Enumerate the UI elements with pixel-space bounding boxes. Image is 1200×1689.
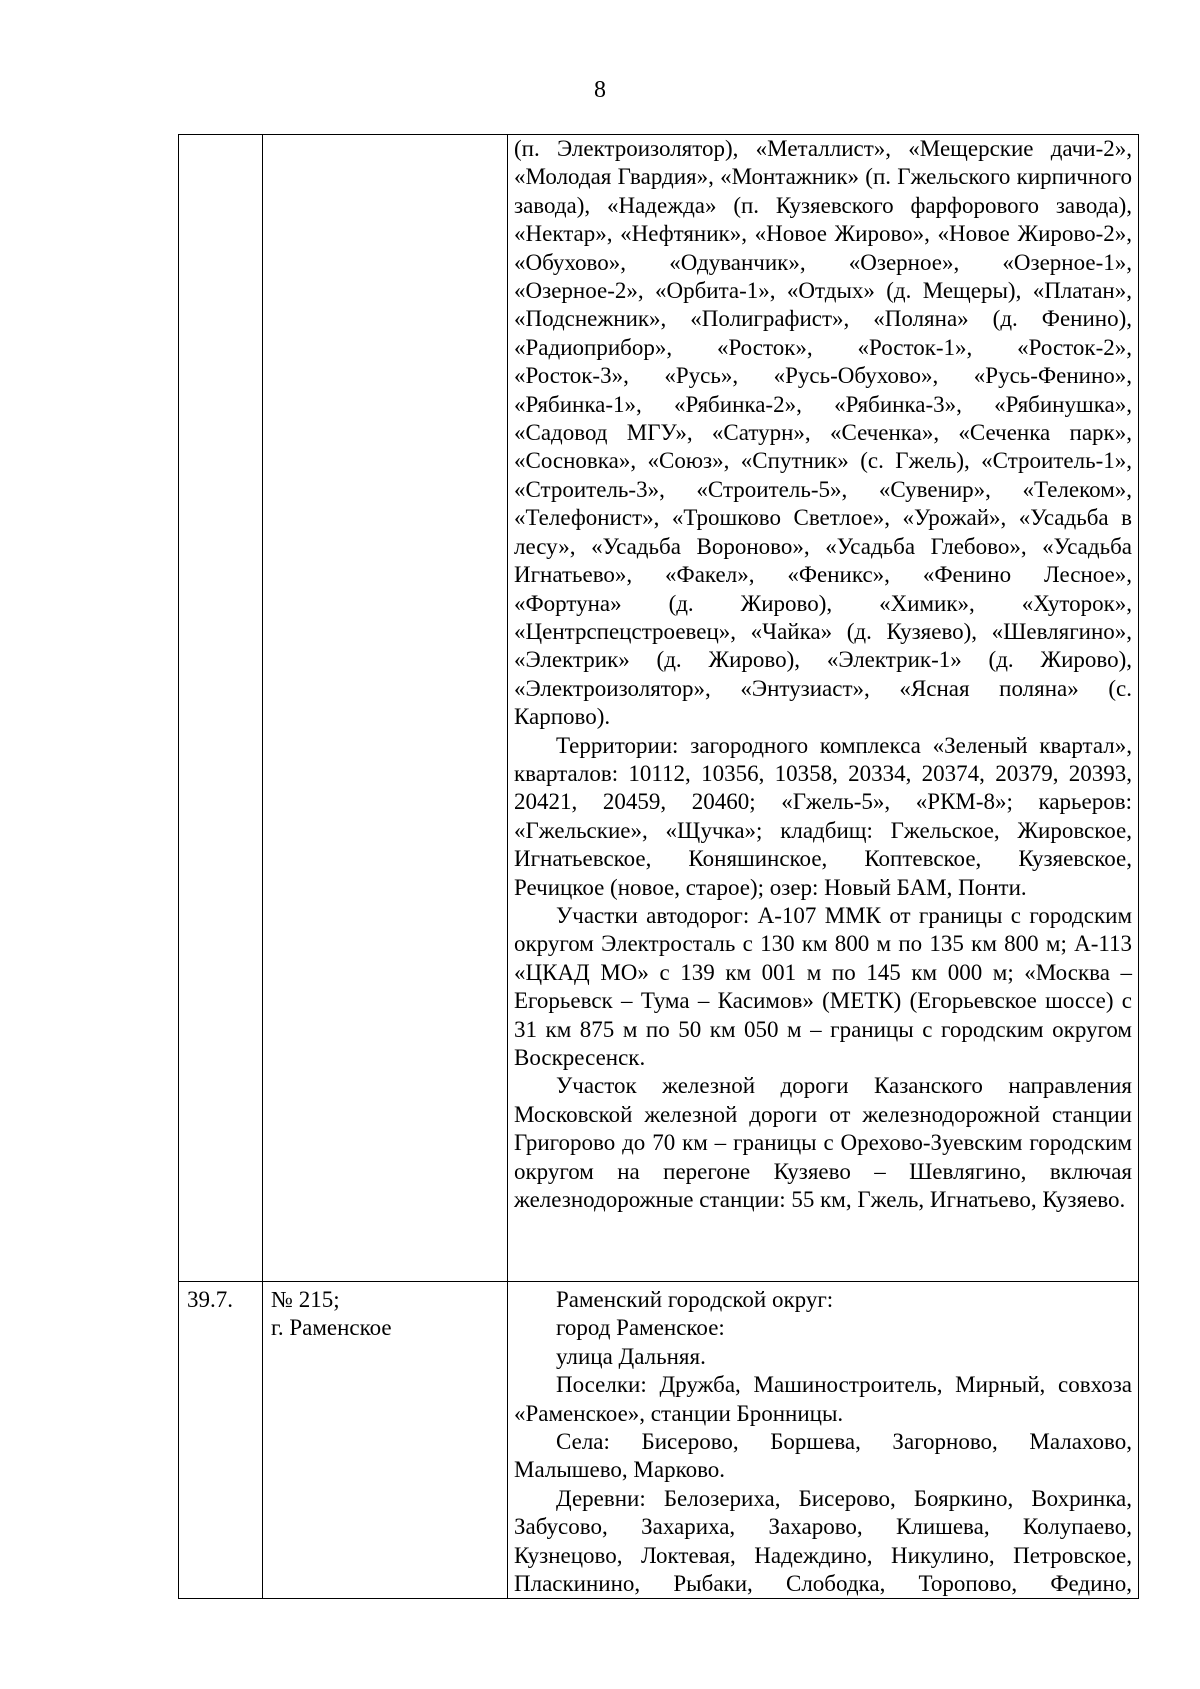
description-paragraph: Участки автодорог: А-107 ММК от границы с городским округом Электросталь с 130 км 800 м по 135 км 800 м; А-113 «ЦКАД МО» с 139 км 001 м по 145 км 000 м; «Москва – Егорьевск – Тума – Касимов» (МЕТК) (Егорьевское шоссе) с 31 км 875 м по 50 км 050 м – границы с городским округом Воскресенск. — [514, 902, 1132, 1070]
district-description-cell — [508, 1282, 1139, 1599]
district-number-label: № 215; — [271, 1287, 340, 1312]
district-table — [178, 134, 1139, 1599]
district-name-cell — [263, 135, 508, 1282]
description-paragraph: Участок железной дороги Казанского направления Московской железной дороги от железнодорожной станции Григорово до 70 км – границы с Орехово-Зуевским городским округом на перегоне Кузяево – Шевлягино, включая железнодорожные станции: 55 км, Гжель, Игнатьево, Кузяево. — [514, 1073, 1132, 1213]
table-row — [179, 1282, 1139, 1599]
description-paragraph: Территории: загородного комплекса «Зеленый квартал», кварталов: 10112, 10356, 10358, 20334, 20374, 20379, 20393, 20421, 20459, 20460; «Гжель-5», «РКМ-8»; карьеров: «Гжельские», «Щучка»; кладбищ: Гжельское, Жировское, Игнатьевское, Коняшинское, Коптевское, Кузяевское, Речицкое (новое, старое); озер: Новый БАМ, Понти. — [514, 732, 1132, 900]
description-paragraph: Деревни: Белозериха, Бисерово, Бояркино, Вохринка, Забусово, Захариха, Захарово, Клишева, Колупаево, Кузнецово, Локтевая, Надеждино, Никулино, Петровское, Пласкинино, Рыбаки, Слободка, Торопово, Федино, — [514, 1485, 1132, 1597]
page-number: 8 — [594, 77, 606, 103]
description-paragraph: Поселки: Дружба, Машиностроитель, Мирный, совхоза «Раменское», станции Бронницы. — [514, 1372, 1132, 1426]
description-paragraph: Села: Бисерово, Боршева, Загорново, Малахово, Малышево, Марково. — [514, 1429, 1132, 1483]
description-paragraph: город Раменское: — [556, 1315, 725, 1341]
district-city-label: г. Раменское — [271, 1315, 392, 1341]
district-number-cell: 39.7. — [179, 1282, 263, 1599]
description-paragraph: Раменский городской округ: — [556, 1287, 834, 1312]
table-row — [179, 135, 1139, 1282]
district-number-cell — [179, 135, 263, 1282]
description-paragraph: улица Дальняя. — [556, 1343, 706, 1369]
district-description-cell — [508, 135, 1139, 1282]
district-name-cell — [263, 1282, 508, 1599]
description-paragraph: (п. Электроизолятор), «Металлист», «Мещерские дачи-2», «Молодая Гвардия», «Монтажник» (п. Гжельского кирпичного завода), «Надежда» (п. Кузяевского фарфорового завода), «Нектар», «Нефтяник», «Новое Жирово», «Новое Жирово-2», «Обухово», «Одуванчик», «Озерное», «Озерное-1», «Озерное-2», «Орбита-1», «Отдых» (д. Мещеры), «Платан», «Подснежник», «Полиграфист», «Поляна» (д. Фенино), «Радиоприбор», «Росток», «Росток-1», «Росток-2», «Росток-3», «Русь», «Русь-Обухово», «Русь-Фенино», «Рябинка-1», «Рябинка-2», «Рябинка-3», «Рябинушка», «Садовод МГУ», «Сатурн», «Сеченка», «Сеченка парк», «Сосновка», «Союз», «Спутник» (с. Гжель), «Строитель-1», «Строитель-3», «Строитель-5», «Сувенир», «Телеком», «Телефонист», «Трошково Светлое», «Урожай», «Усадьба в лесу», «Усадьба Вороново», «Усадьба Глебово», «Усадьба Игнатьево», «Факел», «Феникс», «Фенино Лесное», «Фортуна» (д. Жирово), «Химик», «Хуторок», «Центрспецстроевец», «Чайка» (д. Кузяево), «Шевлягино», «Электрик» (д. Жирово), «Электрик-1» (д. Жирово), «Электроизолятор», «Энтузиаст», «Ясная поляна» (с. Карпово). — [514, 136, 1132, 730]
